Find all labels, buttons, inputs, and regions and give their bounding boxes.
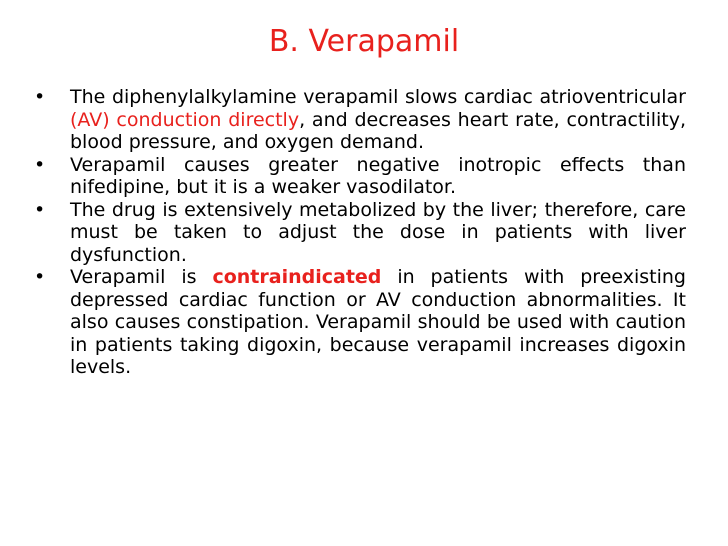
bullet-text: Verapamil is (70, 266, 213, 288)
bullet-list (34, 86, 686, 379)
bullet-item (34, 199, 686, 267)
bullet-text: The drug is extensively metabolized by the liver; therefore, care must be taken to adjust the dose in patients with liver dysfunction. (70, 198, 686, 266)
slide-title: B. Verapamil (268, 24, 460, 59)
bullet-text: The diphenylalkylamine verapamil slows cardiac atrioventricular (70, 86, 686, 108)
bullet-dot-icon: • (34, 86, 46, 108)
bullet-dot-icon: • (34, 153, 46, 176)
bullet-dot-icon: • (34, 198, 46, 221)
highlighted-phrase: (AV) conduction directly (70, 108, 300, 131)
bullet-item (34, 266, 686, 379)
bullet-text: Verapamil causes greater negative inotropic effects than nifedipine, but it is a weaker vasodilator. (70, 153, 686, 198)
highlighted-phrase: contraindicated (212, 266, 382, 288)
bullet-item (34, 154, 686, 199)
bullet-text: in patients with preexisting depressed cardiac function or AV conduction abnormalities. It also causes constipation. Verapamil should be used with caution in patients taking digoxin, because verapamil increases digoxin levels. (70, 266, 686, 378)
bullet-item (34, 86, 686, 154)
bullet-text: , and decreases heart rate, contractility, blood pressure, and oxygen demand. (70, 108, 686, 153)
bullet-dot-icon: • (34, 266, 46, 288)
